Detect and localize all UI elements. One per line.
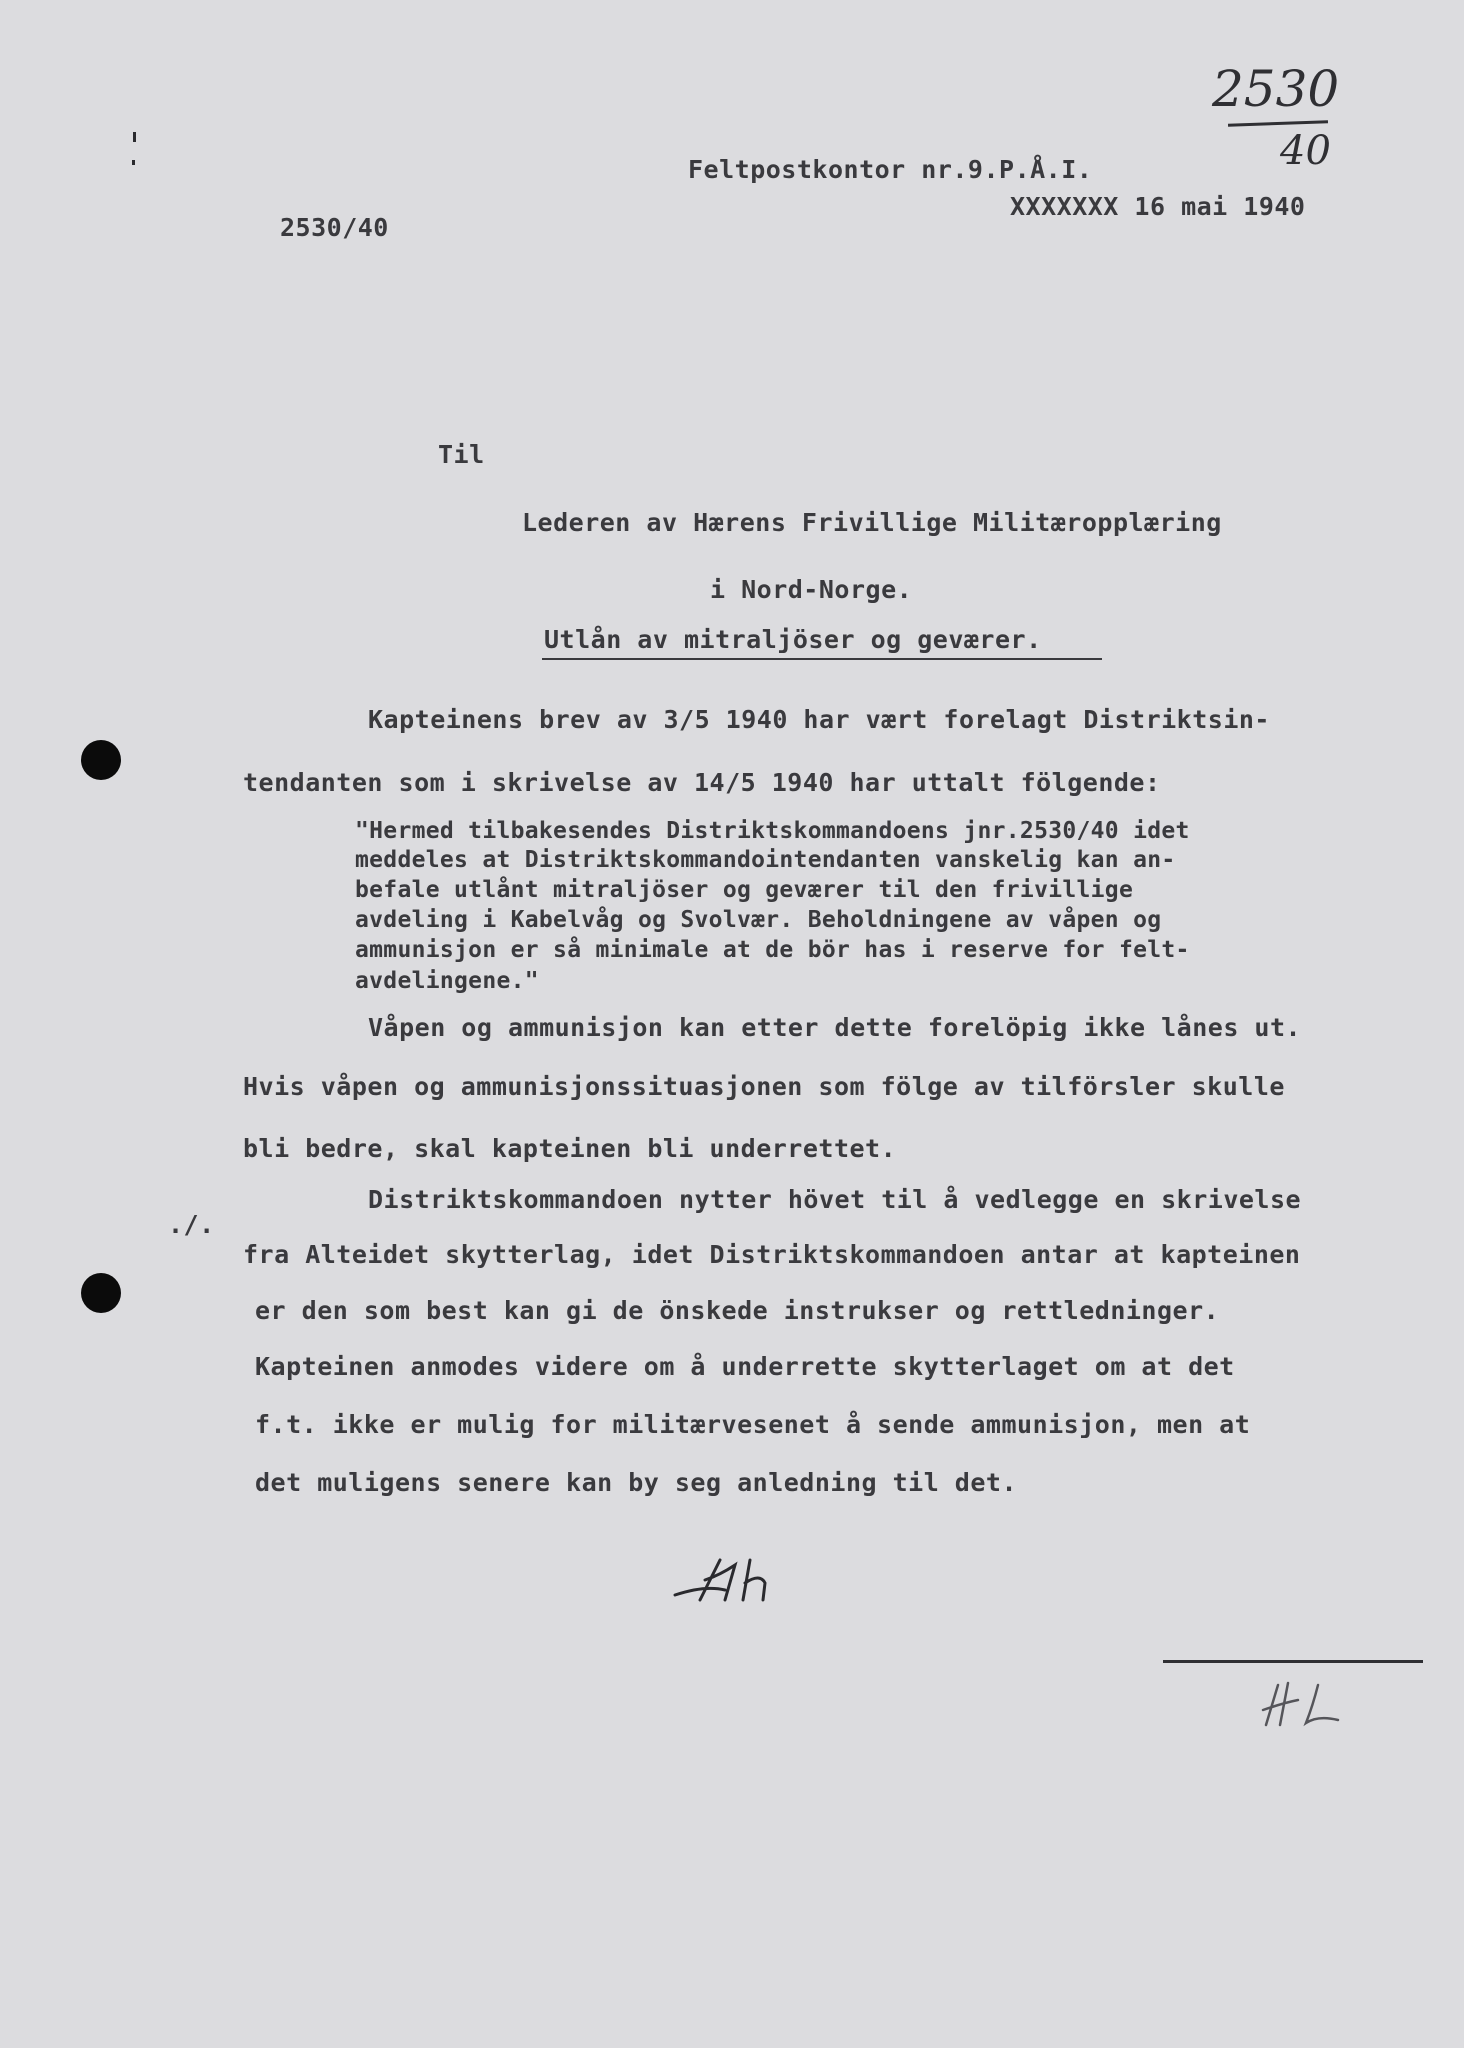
margin-mark-2 xyxy=(132,160,135,165)
subject-underline xyxy=(542,658,1102,660)
quote-line-4: avdeling i Kabelvåg og Svolvær. Beholdningene av våpen og xyxy=(355,907,1162,933)
signature-initials-1 xyxy=(665,1545,815,1615)
para1-line-1: Kapteinens brev av 3/5 1940 har vært forelagt Distriktsin- xyxy=(368,705,1270,734)
signature-line xyxy=(1163,1660,1423,1663)
quote-line-6: avdelingene." xyxy=(355,968,539,994)
para3-line-1: Distriktskommandoen nytter hövet til å vedlegge en skrivelse xyxy=(368,1185,1302,1214)
para1-line-2: tendanten som i skrivelse av 14/5 1940 har uttalt fölgende: xyxy=(243,768,1161,797)
addressee-line-2: i Nord-Norge. xyxy=(710,575,913,604)
enclosure-mark: ./. xyxy=(168,1210,215,1239)
quote-line-5: ammunisjon er så minimale at de bör has i reserve for felt- xyxy=(355,937,1190,963)
para3-line-2: fra Alteidet skytterlag, idet Distriktskommandoen antar at kapteinen xyxy=(243,1240,1301,1269)
corner-number-fraction-line xyxy=(1228,120,1328,126)
office-line: Feltpostkontor nr.9.P.Å.I. xyxy=(688,155,1093,184)
para3-line-3: er den som best kan gi de önskede instrukser og rettledninger. xyxy=(255,1296,1220,1325)
para3-line-6: det muligens senere kan by seg anledning til det. xyxy=(255,1468,1018,1497)
margin-mark xyxy=(133,132,136,142)
corner-number-denominator: 40 xyxy=(1280,128,1331,174)
quote-line-3: befale utlånt mitraljöser og geværer til den frivillige xyxy=(355,877,1134,903)
quote-line-2: meddeles at Distriktskommandointendanten vanskelig kan an- xyxy=(355,847,1176,873)
signature-initials-2 xyxy=(1258,1675,1378,1735)
para3-line-5: f.t. ikke er mulig for militærvesenet å sende ammunisjon, men at xyxy=(255,1410,1251,1439)
date-line: XXXXXXX 16 mai 1940 xyxy=(1010,192,1306,221)
quote-line-1: "Hermed tilbakesendes Distriktskommandoens jnr.2530/40 idet xyxy=(355,818,1190,844)
para2-line-2: Hvis våpen og ammunisjonssituasjonen som fölge av tilförsler skulle xyxy=(243,1072,1285,1101)
punch-hole-bottom xyxy=(81,1273,121,1313)
journal-number: 2530/40 xyxy=(280,213,389,242)
corner-number-numerator: 2530 xyxy=(1212,60,1340,118)
punch-hole-top xyxy=(81,740,121,780)
to-label: Til xyxy=(438,440,485,469)
subject-line: Utlån av mitraljöser og geværer. xyxy=(544,625,1042,654)
addressee-line-1: Lederen av Hærens Frivillige Militæropplæring xyxy=(522,508,1222,537)
para2-line-1: Våpen og ammunisjon kan etter dette forelöpig ikke lånes ut. xyxy=(368,1013,1302,1042)
para3-line-4: Kapteinen anmodes videre om å underrette skytterlaget om at det xyxy=(255,1352,1235,1381)
para2-line-3: bli bedre, skal kapteinen bli underrettet. xyxy=(243,1134,897,1163)
